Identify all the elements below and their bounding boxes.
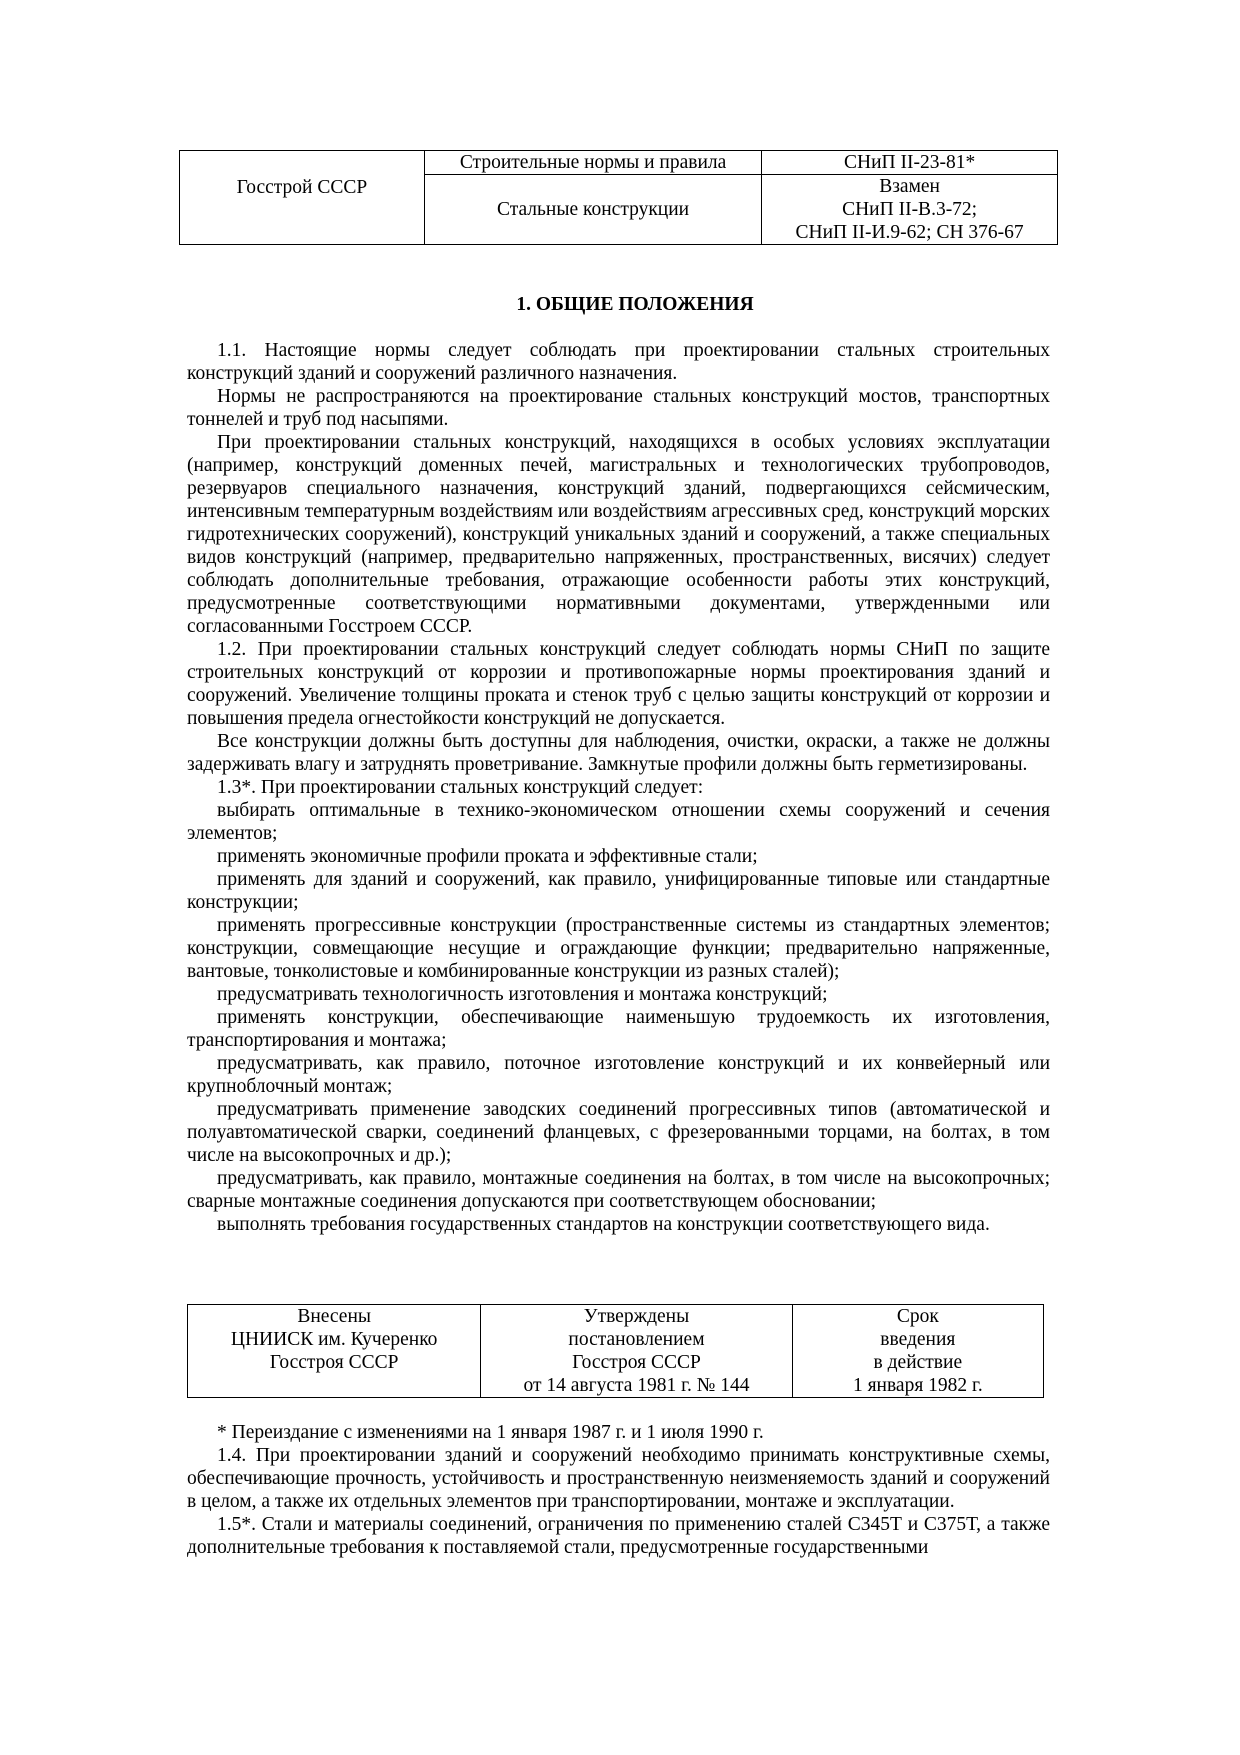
approval-line: Внесены — [297, 1306, 371, 1327]
approval-line: введения — [880, 1329, 956, 1350]
paragraph: 1.1. Настоящие нормы следует соблюдать при проектировании стальных строительных конструкций зданий и сооружений различного назначения. — [187, 340, 1050, 384]
approval-line: 1 января 1982 г. — [852, 1375, 983, 1396]
paragraph: применять прогрессивные конструкции (пространственные системы из стандартных элементов; конструкции, совмещающие несущие и ограждающие функции; предварительно напряженные, вантовые, тонколистовые и комбинированные конструкции из разных сталей); — [187, 915, 1050, 982]
header-title: Стальные конструкции — [424, 175, 761, 245]
paragraph: выбирать оптимальные в технико-экономическом отношении схемы сооружений и сечения элементов; — [187, 800, 1050, 844]
paragraph: 1.3*. При проектировании стальных конструкций следует: — [217, 777, 704, 798]
paragraph: Нормы не распространяются на проектирование стальных конструкций мостов, транспортных тоннелей и труб под насыпями. — [187, 386, 1050, 430]
approval-line: ЦНИИСК им. Кучеренко — [230, 1329, 438, 1350]
approval-table — [187, 1304, 1044, 1398]
paragraph: Все конструкции должны быть доступны для наблюдения, очистки, окраски, а также не должны задерживать влагу и затруднять проветривание. Замкнутые профили должны быть герметизированы. — [187, 731, 1050, 775]
paragraph: предусматривать, как правило, поточное изготовление конструкций и их конвейерный или крупноблочный монтаж; — [187, 1053, 1050, 1097]
header-doc-type: Строительные нормы и правила — [424, 151, 761, 175]
approval-line: в действие — [873, 1352, 963, 1373]
paragraph: применять экономичные профили проката и эффективные стали; — [217, 846, 758, 867]
header-table — [179, 150, 1058, 245]
approval-line: Госстроя СССР — [572, 1352, 701, 1373]
paragraph: При проектировании стальных конструкций, находящихся в особых условиях эксплуатации (например, конструкций доменных печей, магистральных и технологических трубопроводов, резервуаров специального назначения, конструкций зданий, подвергающихся сейсмическим, интенсивным температурным воздействиям или воздействиям агрессивных сред, конструкций морских гидротехнических сооружений), конструкций уникальных зданий и сооружений, а также специальных видов конструкций (например, предварительно напряженных, пространственных, висячих) следует соблюдать дополнительные требования, отражающие особенности работы этих конструкций, предусмотренные соответствующими нормативными документами, утвержденными или согласованными Госстроем СССР. — [187, 432, 1050, 637]
approval-line: Госстроя СССР — [269, 1352, 399, 1373]
header-org: Госстрой СССР — [180, 151, 425, 245]
paragraph: применять конструкции, обеспечивающие наименьшую трудоемкость их изготовления, транспортирования и монтажа; — [187, 1007, 1050, 1051]
paragraph: предусматривать технологичность изготовления и монтажа конструкций; — [217, 984, 828, 1005]
replaces-line: СНиП II-В.3-72; — [842, 199, 978, 220]
paragraph: предусматривать применение заводских соединений прогрессивных типов (автоматической и полуавтоматической сварки, соединений фланцевых, с фрезерованными торцами, на болтах, в том числе на высокопрочных и др.); — [187, 1099, 1050, 1166]
header-code: СНиП II-23-81* — [762, 151, 1058, 175]
header-replaces — [762, 175, 1058, 245]
approval-line: Утверждены — [583, 1306, 690, 1327]
approval-line: Срок — [896, 1306, 939, 1327]
approval-approved — [481, 1305, 792, 1398]
paragraph: применять для зданий и сооружений, как правило, унифицированные типовые или стандартные конструкции; — [187, 869, 1050, 913]
approval-line: постановлением — [568, 1329, 705, 1350]
approval-introduced — [188, 1305, 481, 1398]
replaces-line: Взамен — [879, 176, 940, 197]
paragraph: 1.2. При проектировании стальных конструкций следует соблюдать нормы СНиП по защите строительных конструкций от коррозии и противопожарные нормы проектирования зданий и сооружений. Увеличение толщины проката и стенок труб с целью защиты конструкций от коррозии и повышения предела огнестойкости конструкций не допускается. — [187, 639, 1050, 729]
paragraph: предусматривать, как правило, монтажные соединения на болтах, в том числе на высокопрочных; сварные монтажные соединения допускаются при соответствующем обосновании; — [187, 1168, 1050, 1212]
footnote: * Переиздание с изменениями на 1 января 1987 г. и 1 июля 1990 г. — [217, 1422, 764, 1443]
approval-line: от 14 августа 1981 г. № 144 — [523, 1375, 750, 1396]
paragraph: 1.4. При проектировании зданий и сооружений необходимо принимать конструктивные схемы, обеспечивающие прочность, устойчивость и пространственную неизменяемость зданий и сооружений в целом, а также их отдельных элементов при транспортировании, монтаже и эксплуатации. — [187, 1445, 1050, 1512]
body-text — [187, 339, 1050, 1236]
paragraph: 1.5*. Стали и материалы соединений, ограничения по применению сталей С345Т и С375Т, а также дополнительные требования к поставляемой стали, предусмотренные государственными — [187, 1514, 1050, 1558]
body-text-continued — [187, 1421, 1050, 1559]
paragraph: выполнять требования государственных стандартов на конструкции соответствующего вида. — [217, 1214, 990, 1235]
approval-effective — [792, 1305, 1043, 1398]
section-title: 1. ОБЩИЕ ПОЛОЖЕНИЯ — [516, 294, 754, 315]
replaces-line: СНиП II-И.9-62; СН 376-67 — [795, 222, 1024, 243]
